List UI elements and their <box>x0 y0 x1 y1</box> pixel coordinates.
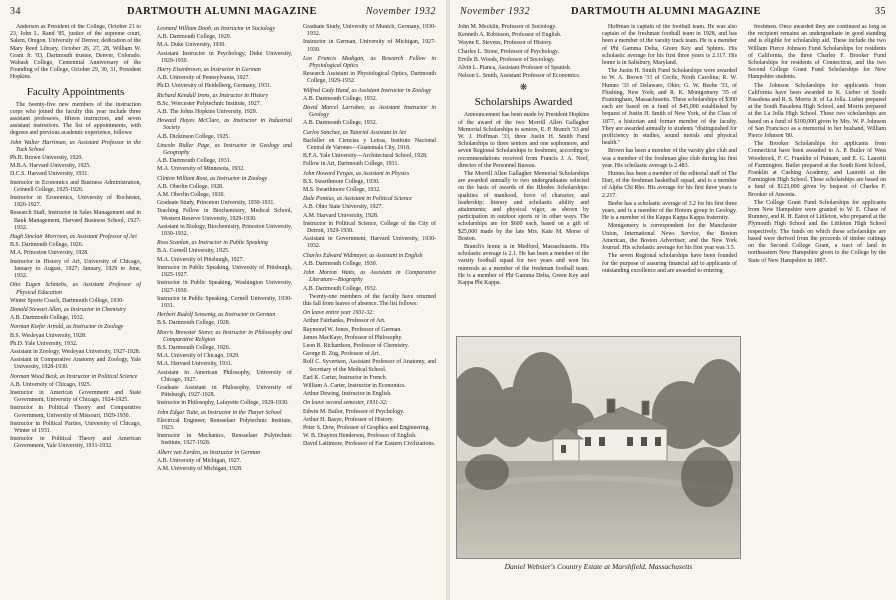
appointee-name: John Howard Fergus, as Assistant in Physics <box>303 170 410 177</box>
degree-line: M.A. Harvard University, 1931. <box>157 361 233 368</box>
leave-item: Nelson L. Smith, Assistant Professor of Economics. <box>458 73 581 80</box>
right-column-3 <box>748 24 886 594</box>
degree-line: A.B. University of Michigan, 1927. <box>157 457 242 464</box>
degree-line: M.S. Swarthmore College, 1932. <box>303 187 381 194</box>
page-number: 35 <box>875 6 886 17</box>
leave-item: Edwin M. Bailor, Professor of Psychology. <box>303 408 405 415</box>
appointment-list <box>157 26 292 473</box>
degree-line: Instructor in American Government and State Government, University of Chicago, 1924-1925. <box>10 389 141 404</box>
appointee-name: Leonard William Doob, as Instructor in Sociology <box>157 26 276 32</box>
leave-item: Earl K. Carter, Instructor in French. <box>303 374 388 381</box>
degree-line: Teaching Fellow in Biochemistry, Medical School, Western Reserve University, 1929-1930. <box>157 208 292 222</box>
leave-item: W. B. Drayton Henderson, Professor of English. <box>303 433 417 440</box>
degree-line: B.F.A. Yale University—Architectural School, 1928. <box>303 153 428 160</box>
degree-line: Ph.D. Yale University, 1932. <box>10 340 78 347</box>
section-heading-scholarships: Scholarships Awarded <box>474 96 573 109</box>
leaves-intro: Twenty-one members of the faculty have returned this fall from leaves of absence. The list follows: <box>303 293 436 307</box>
magazine-title: DARTMOUTH ALUMNI MAGAZINE <box>126 6 318 17</box>
leave-item: Raymond W. Jones, Professor of German. <box>303 326 402 333</box>
degree-line: Assistant Instructor in Psychology, Duke University, 1929-1930. <box>157 50 292 64</box>
degree-line: A.B. The Johns Hopkins University, 1929. <box>157 109 258 116</box>
appointee-name: Hugh Sinclair Morrison, as Assistant Professor of Art <box>10 234 137 241</box>
degree-line: Instructor in Political Theory and American Government, Yale University, 1931-1932. <box>10 436 141 450</box>
appointee-name: Harry Eisenbrown, as Instructor in German <box>157 67 261 74</box>
degree-line: Instructor in Economics, University of Rochester, 1926-1927. <box>10 195 141 209</box>
degree-line: Assistant in Government, Harvard University, 1930-1932. <box>303 236 436 250</box>
right-page-header <box>460 6 886 20</box>
degree-line: Winter Sports Coach, Dartmouth College, 1930- <box>10 297 125 304</box>
appointee-name: Morris Brewster Storer, as Instructor in Philosophy and Comparative Religion <box>157 329 292 343</box>
appointee-name: Norman Kiefer Arnold, as Instructor in Zoology <box>10 324 124 331</box>
leave-list <box>458 24 589 80</box>
ornament-icon: ❋ <box>519 82 528 93</box>
leave-item: Arthur H. Basye, Professor of History. <box>303 416 394 423</box>
degree-line: M.A. University of Chicago, 1929. <box>157 353 240 360</box>
degree-line: A.B. Dartmouth College, 1932. <box>303 285 378 292</box>
paragraph: Humes has been a member of the editorial staff of The Dart, of the freshman basketball squad, and is a member of Alpha Chi Rho. His average for his first three years is 2.217. <box>602 171 737 199</box>
leave-item: William A. Carter, Instructor in Economics. <box>303 382 406 389</box>
left-column-3 <box>303 24 436 594</box>
paragraph: Announcement has been made by President Hopkins of the award of the two Morrill Allen Gallagher Memorial Scholarships to seniors, E. P. Branch '33 and W. J. Hoffman '33, three Justin H. Smith Fund Scholarships to three seniors and one sophomore, and seven Regional Scholarships to freshmen, according to recommendations received from Francis J. A. Neef, director of the Personnel Bureau. <box>458 112 589 169</box>
degree-line: Instructor in Mechanics, Rensselaer Polytechnic Institute, 1927-1928. <box>157 433 292 447</box>
paragraph: The Brooker Scholarships for applicants from Connecticut have been awarded to A. P. Butler of West Woodstock, F. C. Franklin of Putnam, and E. G. Lauretti of Farmington. Butler prepared at the South Kent School, Franklin at Cushing Academy, and Lauretti at the Farmington High School. These scholarships are based on a fund of $123,000 given by bequest of Charles F. Brooker of Ansonia. <box>748 141 886 198</box>
right-column-1 <box>458 24 589 334</box>
paragraph: The College Grant Fund Scholarships for applicants from New Hampshire were granted to W. E. Chase of Rumney, and R. H. Eaton of Littleton, who prepared at the Plymouth High School and the Littleton High School respectively. The funds on which these scholarships are based were derived from the proceeds of timber cuttings on the Second College Grant, a tract of land in northeastern New Hampshire given to the College by the State of New Hampshire in 1807. <box>748 199 886 264</box>
degree-line: Ph.B. Brown University, 1920. <box>10 155 83 162</box>
degree-line: A.B. Dartmouth College, 1931. <box>157 158 232 165</box>
paragraph: Branch's home is in Medford, Massachusetts. His scholastic average is 2.1. He has been a member of the varsity football squad for two years and won his numerals as a member of the freshman football team. He is a member of Phi Gamma Delta, Green Key and Kappa Phi Kappa. <box>458 244 589 287</box>
article-body <box>748 24 886 265</box>
appointee-name: Clinton William Root, as Instructor in Zoology <box>157 175 268 182</box>
degree-line: Assistant in Biology, Biochemistry, Princeton University, 1930-1932. <box>157 223 292 238</box>
appointment-list <box>303 24 436 293</box>
appointee-name: Wilfred Cady Hand, as Assistant Instructor in Zoology <box>303 87 432 94</box>
degree-line: A.B. Dartmouth College, 1932. <box>303 95 378 102</box>
leave-item: James MacKaye, Professor of Philosophy. <box>303 334 403 341</box>
degree-line: Instructor in Philosophy, Lafayette College, 1929-1930. <box>157 400 289 407</box>
degree-line: M.B.A. Harvard University, 1925. <box>10 163 91 170</box>
degree-line: Research Staff, Instructor in Sales Management and in Bank Management, Harvard Business School, 1927-1932. <box>10 210 141 231</box>
paragraph: The Morrill Allen Gallagher Memorial Scholarships are awarded annually to two undergraduates selected on the basis of awards of the Rhodes Scholarships: qualities of manhood, force of character, and leadership; literary and scholastic ability and attainments; and physical vigor, as shown by participation in outdoor sports or in other ways. The scholarships are for $600 each, based on a gift of $25,000 made by the late Mrs. Kate M. Morse of Boston. <box>458 171 589 242</box>
degree-line: M.A. Princeton University, 1928. <box>10 250 89 257</box>
leave-list <box>303 409 436 449</box>
degree-line: A.B. Dickinson College, 1925. <box>157 133 230 140</box>
leave-item: Rolf C. Syvertsen, Assistant Professor of Anatomy, and Secretary of the Medical School. <box>303 359 436 373</box>
leave-list <box>303 318 436 398</box>
lead-paragraph: The twenty-five new members of the instruction corps who joined the faculty this year include three assistant professors, fifteen instructors, and seven assistant instructors. The list of appointments, with degrees and previous academic experience, follows: <box>10 101 141 137</box>
paragraph: Hoffman is captain of the football team. He was also captain of the freshman football team in 1928, and has been a member of the varsity track team. He is a member of Phi Gamma Delta, Green Key and Sphinx. His scholastic average for his first three years is 2.117. His home is in Salisbury, Maryland. <box>602 24 737 67</box>
paragraph: The Justin H. Smith Fund Scholarships were awarded to W. A. Brown '33 of Cecile, North Carolina; R. W. Humes '33 of Delaware, Ohio; G. W. Beebe '33, of Flushing, New York; and R. K. Montgomery '35 of Framingham, Massachusetts. These scholarships of $300 each are based on a fund of $45,000 established by bequest of Justin H. Smith of New York, of the Class of 1877, a historian and former member of the faculty. They are awarded annually to students "distinguished for proficiency in studies, sound morals and physical health." <box>602 68 737 147</box>
degree-line: Instructor in Political Science, College of the City of Detroit, 1929-1930. <box>303 220 436 235</box>
appointee-name: Albert van Eerden, as Instructor in German <box>157 449 261 456</box>
paragraph: Montgomery is correspondent for the Manchester Union, International News Service, the Boston American, the Boston Advertiser, and the New York Journal. His scholastic average for his first year was 3.5. <box>602 223 737 252</box>
paragraph: freshmen. Once awarded they are continued as long as the recipient remains an undergraduate in good standing and is eligible for scholarship aid. These include the two William Pierce Johnson Fund Scholarships for residents of California, the three Charles F. Brooker Fund Scholarships for residents of Connecticut, and the two Second College Grant Fund Scholarships for New Hampshire students. <box>748 24 886 81</box>
degree-line: Electrical Engineer, Rensselaer Polytechnic Institute, 1923. <box>157 417 292 431</box>
appointee-name: Dale Pontius, as Assistant in Political Science <box>303 196 413 203</box>
article-body <box>458 112 589 287</box>
appointee-name: John Morton Watts, as Assistant in Comparative Literature—Biography <box>303 270 436 284</box>
article-body <box>602 24 737 275</box>
degree-line: B.S. Dartmouth College, 1926. <box>10 242 84 249</box>
magazine-title: DARTMOUTH ALUMNI MAGAZINE <box>570 6 762 17</box>
leave-item: Kenneth A. Robinson, Professor of English. <box>458 32 562 39</box>
leave-item: David Lattimore, Professor of Far Eastern Civilizations. <box>303 441 436 448</box>
degree-line: A.B. Dartmouth College, 1932. <box>10 315 85 322</box>
degree-line: Instructor in Public Speaking, Washington University, 1927-1930. <box>157 280 292 294</box>
appointee-name: Donald Stewart Allen, as Instructor in Chemistry <box>10 306 126 313</box>
degree-line: M.A. University of Pittsburgh, 1927. <box>157 256 244 263</box>
degree-line: Instructor in Public Speaking, Cornell University, 1930-1931. <box>157 295 292 309</box>
degree-line: B.S. Wesleyan University, 1928. <box>10 332 87 339</box>
left-page <box>0 0 446 600</box>
leave-item: Ervile B. Woods, Professor of Sociology. <box>458 56 555 63</box>
degree-line: M.A. University of Minnesota, 1932. <box>157 166 245 173</box>
degree-line: Instructor in Economics and Business Administration, Grinnell College, 1925-1926. <box>10 179 141 193</box>
degree-line: B.S. Dartmouth College, 1928. <box>157 320 231 327</box>
leave-year-label: On leave entire year 1931-32: <box>303 310 375 317</box>
appointee-name: Norman Wood Beck, as Instructor in Political Science <box>10 373 138 380</box>
degree-line: A.M. Oberlin College, 1930. <box>157 192 225 199</box>
degree-line: Assistant in Comparative Anatomy and Zoology, Yale University, 1928-1930. <box>10 357 141 371</box>
degree-line: Graduate Assistant in Philosophy, University of Pittsburgh, 1927-1928. <box>157 384 292 399</box>
degree-line: B.A. Cornell University, 1925. <box>157 248 230 255</box>
degree-line: A.B. University of Chicago, 1925. <box>10 381 92 388</box>
degree-line: Instructor in History of Art, University of Chicago, January to August, 1927; January, 1929 to June, 1932. <box>10 258 141 280</box>
appointee-name: Lincoln Ridler Page, as Instructor in Geology and Geography <box>157 142 292 157</box>
degree-line: Instructor in Political Parties, University of Chicago, Winter of 1931. <box>10 420 141 434</box>
degree-line: Research Assistant in Physiological Optics, Dartmouth College, 1929-1932. <box>303 71 436 85</box>
left-page-header <box>10 6 436 20</box>
appointment-list <box>10 140 141 451</box>
appointee-name: Ross Scanlan, as Instructor in Public Speaking <box>157 240 268 247</box>
degree-line: D.C.S. Harvard University, 1931. <box>10 171 89 178</box>
degree-line: A.B. Ohio State University, 1927. <box>303 204 383 211</box>
degree-line: Graduate Study, University of Munich, Germany, 1930-1932. <box>303 24 436 38</box>
left-column-2 <box>157 24 292 594</box>
appointee-name: John Edgar Tuite, as Instructor in the Thayer School <box>157 409 282 416</box>
degree-line: A.B. Dartmouth College, 1929. <box>157 34 232 41</box>
degree-line: M.A. Duke University, 1930. <box>157 42 226 49</box>
degree-line: Fellow in Art, Dartmouth College, 1931. <box>303 161 399 168</box>
degree-line: A.B. University of Pennsylvania, 1927. <box>157 75 250 82</box>
degree-line: A.B. Oberlin College, 1928. <box>157 183 224 190</box>
degree-line: Instructor in German, University of Michigan, 1927-1930. <box>303 39 436 53</box>
paragraph: The seven Regional scholarships have been founded for the purpose of assuring financial aid to applicants of outstanding excellence and are awarded to entering <box>602 253 737 274</box>
leave-item: Arthur Fairbanks, Professor of Art. <box>303 318 386 325</box>
left-column-1 <box>10 24 141 594</box>
leave-item: Peter S. Dow, Professor of Graphics and Engineering. <box>303 424 430 431</box>
appointee-name: Otto Eugen Schniebs, as Assistant Professor of Physical Education <box>10 282 141 296</box>
degree-line: A.M. University of Michigan, 1928. <box>157 465 243 472</box>
degree-line: Ph.D. University of Heidelberg, Germany, 1931. <box>157 83 272 90</box>
appointee-name: John Walter Harriman, as Assistant Professor in the Tuck School <box>10 139 141 153</box>
intro-paragraph: Anderson as President of the College, October 21 to 23, John L. Rand '85, justice of the supreme court, Salem, Oregon. University of Denver, dedication of the Mary Reed Library, October 26, 27, 28, William W. Grant Jr. '03, Dartmouth trustee, Denver, Colorado. Wabash College, Centennial Anniversary of the Founding of the College, October 29, 30, 31, President Hopkins. <box>10 24 141 81</box>
section-heading-faculty: Faculty Appointments <box>26 85 125 98</box>
appointee-name: Carlos Sanchez, as Tutorial Assistant in Art <box>303 129 407 136</box>
degree-line: Graduate Study, Princeton University, 1930-1931. <box>157 200 275 207</box>
leave-item: Leon B. Richardson, Professor of Chemistry. <box>303 342 409 349</box>
page-number: 34 <box>10 6 21 17</box>
photo-caption: Daniel Webster's Country Estate at Marshfield, Massachusetts <box>504 562 693 571</box>
degree-line: A.M. Harvard University, 1928. <box>303 212 379 219</box>
leave-item: Wayne E. Stevens, Professor of History. <box>458 40 553 47</box>
leave-semester-label: On leave second semester, 1931-32: <box>303 400 388 407</box>
degree-line: B.S. Dartmouth College, 1926. <box>157 344 231 351</box>
issue-date: November 1932 <box>460 6 531 17</box>
appointee-name: David Marcel Larrabee, as Assistant Instructor in Geology <box>303 105 436 119</box>
right-column-2 <box>602 24 737 334</box>
paragraph: The Johnson Scholarships for applicants from California have been awarded to K. Lieber of South Pasadena and R. S. Morris Jr. of La Jolla. Lieber prepared at the South Pasadena High School, and Morris prepared at the La Jolla High School. These two scholarships are based on a fund of $100,000 given by Mrs. W. P. Johnson of San Francisco as a memorial to her husband, William Pierce Johnson '80. <box>748 82 886 140</box>
degree-line: Instructor in Public Speaking, University of Pittsburgh, 1925-1927. <box>157 264 292 279</box>
appointee-name: Howard Hayes McClure, as Instructor in Industrial Society <box>157 118 292 132</box>
issue-date: November 1932 <box>365 6 436 17</box>
degree-line: B.Sc. Worcester Polytechnic Institute, 1927. <box>157 100 262 107</box>
estate-photograph <box>456 336 741 559</box>
leave-item: Arthur Dewing, Instructor in English. <box>303 391 392 398</box>
appointee-name: Herbert Rudolf Sensenig, as Instructor in German <box>157 312 276 319</box>
leave-item: George B. Zug, Professor of Art. <box>303 351 381 358</box>
right-page <box>450 0 896 600</box>
photo-illustration <box>457 337 740 558</box>
paragraph: Brown has been a member of the varsity glee club and was a member of the freshman glee club during his first year. His scholastic average is 2.483. <box>602 148 737 169</box>
leave-item: Charles L. Stone, Professor of Psychology. <box>458 48 560 55</box>
degree-line: Assistant in Zoology, Wesleyan University, 1927-1928. <box>10 348 141 355</box>
degree-line: Assistant in American Philosophy, University of Chicago, 1927. <box>157 369 292 383</box>
appointee-name: Richard Kendall Irons, as Instructor in History <box>157 92 268 99</box>
degree-line: B.S. Swarthmore College, 1930. <box>303 178 380 185</box>
paragraph: Beebe has a scholastic average of 3.2 for his first three years, and is a member of the Honors group in Geology. He is a member of the Kappa Kappa Kappa fraternity. <box>602 200 737 222</box>
appointee-name: Charles Edward Widmayer, as Assistant in English <box>303 252 423 259</box>
degree-line: Instructor in Political Theory and Comparative Government, University of Missouri, 1929-1930. <box>10 405 141 419</box>
appointee-name: Leo Francis Madigan, as Research Fellow in Physiological Optics <box>303 55 436 70</box>
leave-item: John M. Mecklin, Professor of Sociology. <box>458 24 557 30</box>
degree-line: A.B. Dartmouth College, 1932. <box>303 120 378 127</box>
leave-item: Alvin L. Pianca, Assistant Professor of Spanish. <box>458 65 572 72</box>
degree-line: A.B. Dartmouth College, 1930. <box>303 260 378 267</box>
degree-line: Bachiller en Ciencias y Letras, Instituto Nacional Central de Varones—Guatemala City, 1918. <box>303 137 436 152</box>
